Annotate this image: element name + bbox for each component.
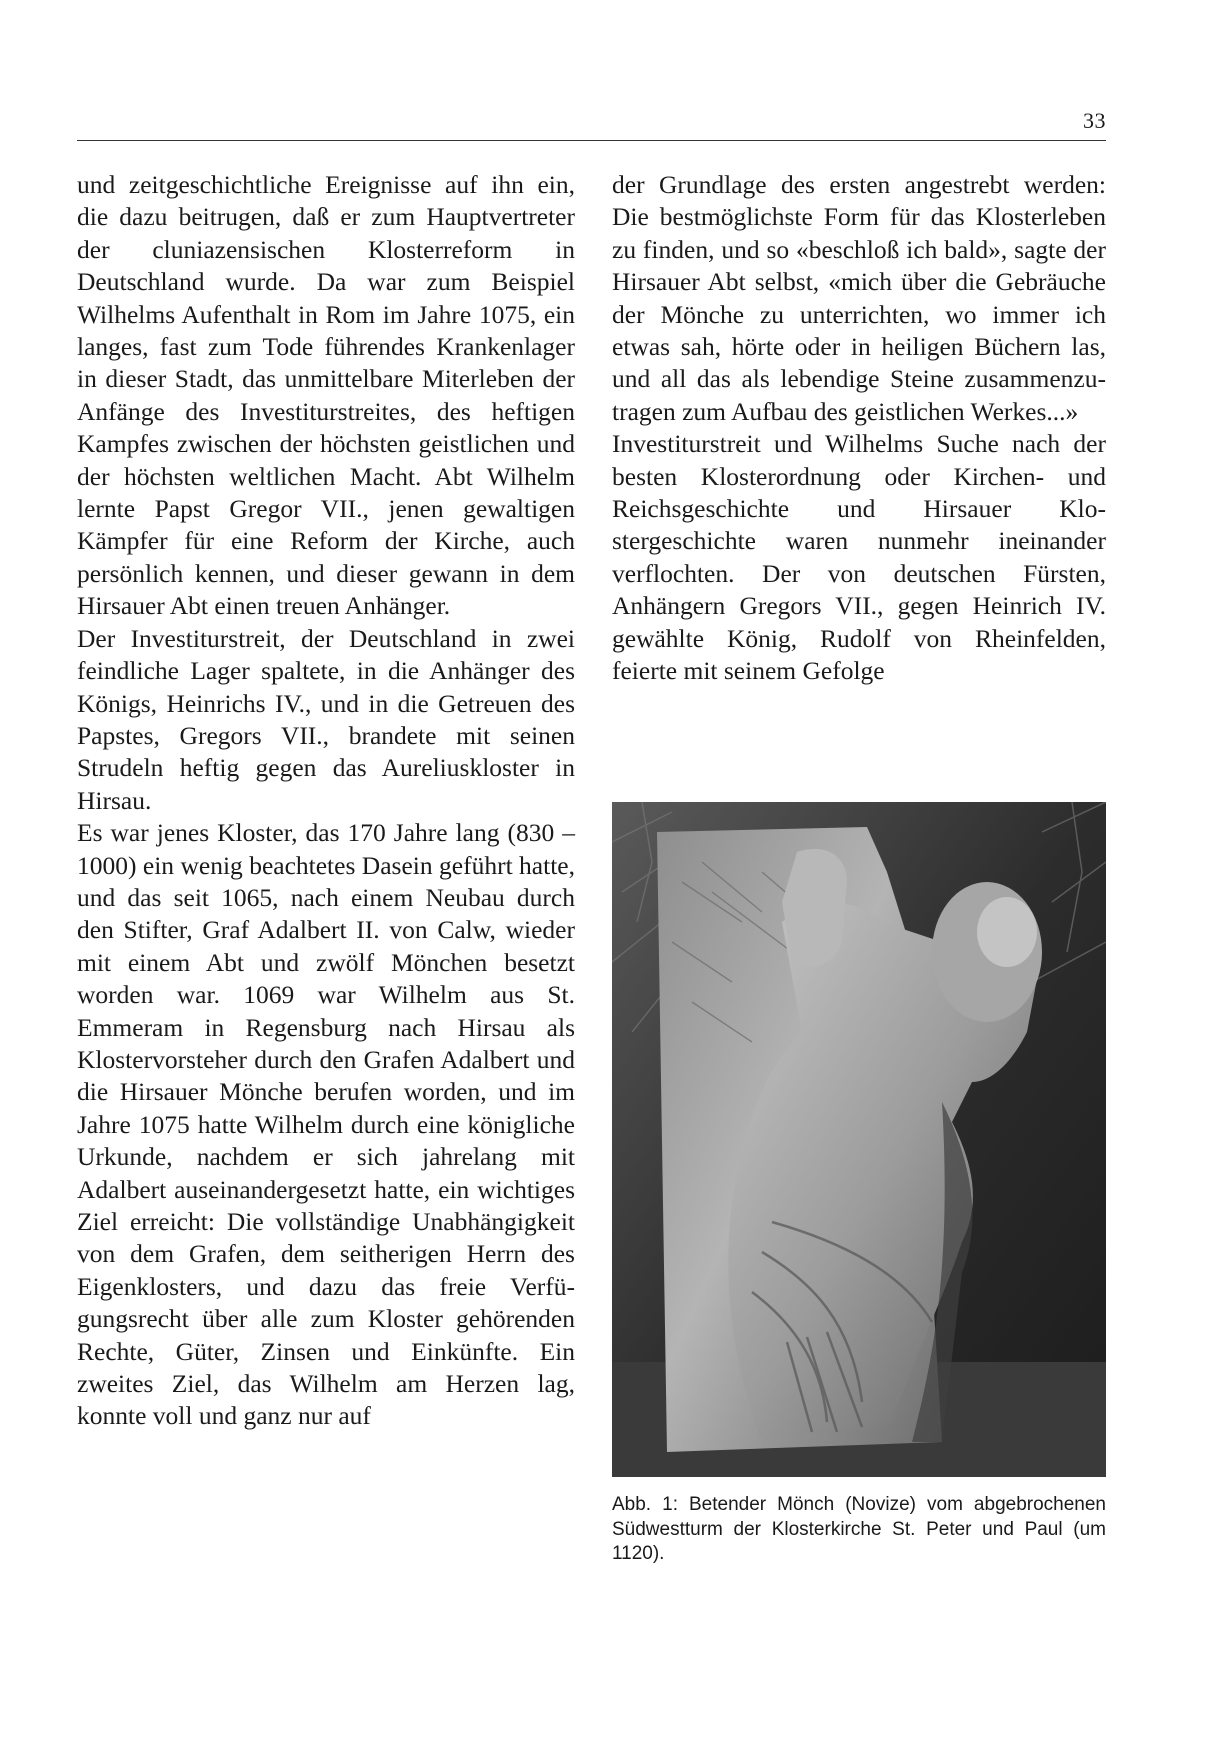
left-paragraph-1: und zeitgeschichtliche Ereignisse auf ihn ein, die dazu beitrugen, daß er zum Hauptvertreter der cluniazensischen Klosterreform in Deutschland wurde. Da war zum Beispiel Wilhelms Aufenthalt in Rom im Jahre 1075, ein langes, fast zum Tode führendes Krankenlager in dieser Stadt, das unmittelbare Miterleben der Anfänge des Investiturstreites, des heftigen Kampfes zwischen der höchsten geistlichen und der höchsten weltlichen Macht. Abt Wilhelm lernte Papst Gregor VII., jenen gewaltigen Kämpfer für eine Reform der Kirche, auch persönlich kennen, und dieser gewann in dem Hirsauer Abt einen treuen Anhänger. [77,170,575,621]
left-paragraph-2: Der Investiturstreit, der Deutschland in zwei feindliche Lager spaltete, in die Anhänger des Königs, Heinrichs IV., und in die Getreuen des Papstes, Gregors VII., brandete mit seinen Strudeln heftig gegen das Aureliuskloster in Hirsau. [77,623,575,815]
right-paragraph-1: der Grundlage des ersten angestrebt werden: Die bestmöglichste Form für das Klosterleben zu finden, und so «beschloß ich bald», sagte der Hirsauer Abt selbst, «mich über die Gebräuche der Mönche zu unterrichten, wo immer ich etwas sah, hörte oder in heiligen Büchern las, und all das als lebendige Steine zusammenzutragen zum Aufbau des geistlichen Werkes...» [612,170,1106,426]
page-number: 33 [1083,108,1106,133]
right-column [612,169,1106,688]
left-column [77,169,575,1433]
left-paragraph-3: Es war jenes Kloster, das 170 Jahre lang (830 – 1000) ein wenig beachtetes Dasein geführt hatte, und das seit 1065, nach einem Neubau durch den Stifter, Graf Adalbert II. von Calw, wieder mit einem Abt und zwölf Mönchen besetzt worden war. 1069 war Wilhelm aus St. Emmeram in Regensburg nach Hirsau als Klostervorsteher durch den Grafen Adalbert und die Hirsauer Mönche berufen worden, und im Jahre 1075 hatte Wilhelm durch eine königliche Urkunde, nachdem er sich jahrelang mit Adalbert auseinandergesetzt hatte, ein wichtiges Ziel erreicht: Die vollständige Unabhängigkeit von dem Grafen, dem seitherigen Herrn des Eigenklosters, und dazu das freie Verfügungsrecht über alle zum Kloster gehörenden Rechte, Güter, Zinsen und Einkünfte. Ein zweites Ziel, das Wilhelm am Herzen lag, konnte voll und ganz nur auf [77,818,575,1431]
figure-photo [612,802,1106,1477]
header-rule [77,140,1106,141]
right-paragraph-2: Investiturstreit und Wilhelms Suche nach der besten Klosterordnung oder Kirchen- und Reichsgeschichte und Hirsauer Klostergeschichte waren nunmehr ineinander verflochten. Der von deutschen Fürsten, Anhängern Gregors VII., gegen Heinrich IV. gewählte König, Rudolf von Rheinfelden, feierte mit seinem Gefolge [612,429,1106,686]
figure-caption: Abb. 1: Betender Mönch (Novize) vom abgebrochenen Südwestturm der Klosterkirche St. Peter und Paul (um 1120). [612,1494,1106,1564]
praying-monk-sculpture-photo [612,802,1106,1477]
